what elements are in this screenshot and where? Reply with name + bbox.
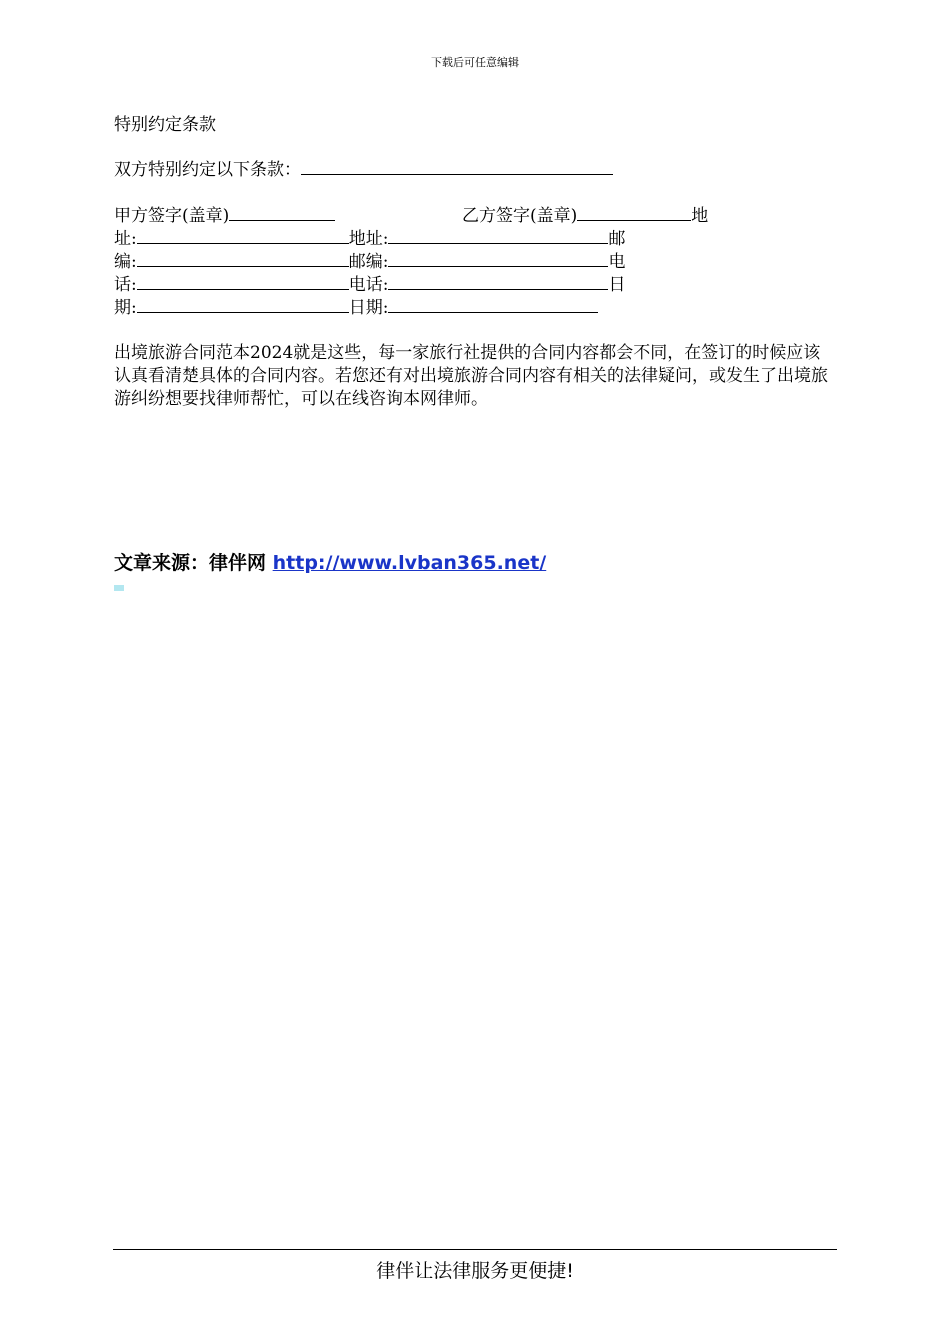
- party-a-date-blank: [137, 296, 349, 313]
- address-row: [114, 227, 625, 251]
- phone-label-head: 话:: [114, 275, 137, 295]
- party-a-zip-blank: [137, 250, 349, 267]
- zip-label-tail: 邮: [608, 229, 626, 249]
- party-a-sign-label: 甲方签字(盖章): [114, 206, 230, 226]
- signature-row: [114, 204, 834, 228]
- article-source: [114, 548, 546, 575]
- address-label-head: 址:: [114, 229, 137, 249]
- party-b-sign-group: [462, 204, 708, 228]
- footer-divider: [113, 1249, 837, 1250]
- date-row: [114, 296, 598, 320]
- date-label-head: 期:: [114, 298, 137, 318]
- section-title: 特别约定条款: [114, 115, 216, 135]
- zip-row: [114, 250, 625, 274]
- zip-label-head: 编:: [114, 252, 137, 272]
- party-b-date-label: 日期:: [348, 298, 389, 318]
- party-b-date-blank: [388, 296, 598, 313]
- party-b-sign-label: 乙方签字(盖章): [462, 206, 578, 226]
- source-link[interactable]: http://www.lvban365.net/: [272, 552, 547, 574]
- date-label-tail: 日: [608, 275, 626, 295]
- phone-label-tail: 电: [608, 252, 626, 272]
- closing-paragraph: 出境旅游合同范本2024就是这些，每一家旅行社提供的合同内容都会不同，在签订的时候应该认真看清楚具体的合同内容。若您还有对出境旅游合同内容有相关的法律疑问，或发生了出境旅游纠纷想要找律师帮忙，可以在线咨询本网律师。: [114, 343, 828, 409]
- party-b-phone-label: 电话:: [348, 275, 389, 295]
- party-a-phone-blank: [137, 273, 349, 290]
- party-b-sign-blank: [577, 204, 691, 221]
- party-a-address-blank: [137, 227, 349, 244]
- phone-row: [114, 273, 625, 297]
- party-b-address-blank: [388, 227, 608, 244]
- party-b-zip-label: 邮编:: [348, 252, 389, 272]
- special-terms-blank: [301, 158, 613, 175]
- source-label: 文章来源：律伴网: [114, 552, 267, 574]
- decorative-marker: [114, 585, 124, 591]
- party-b-zip-blank: [388, 250, 608, 267]
- special-terms-label: 双方特别约定以下条款：: [114, 160, 301, 180]
- party-a-sign-blank: [229, 204, 335, 221]
- address-label-tail: 地: [691, 206, 709, 226]
- page-header: 下载后可任意编辑: [431, 56, 519, 69]
- party-b-address-label: 地址:: [348, 229, 389, 249]
- special-terms-line: [114, 158, 613, 182]
- party-b-phone-blank: [388, 273, 608, 290]
- footer-slogan: 律伴让法律服务更便捷!: [376, 1260, 574, 1282]
